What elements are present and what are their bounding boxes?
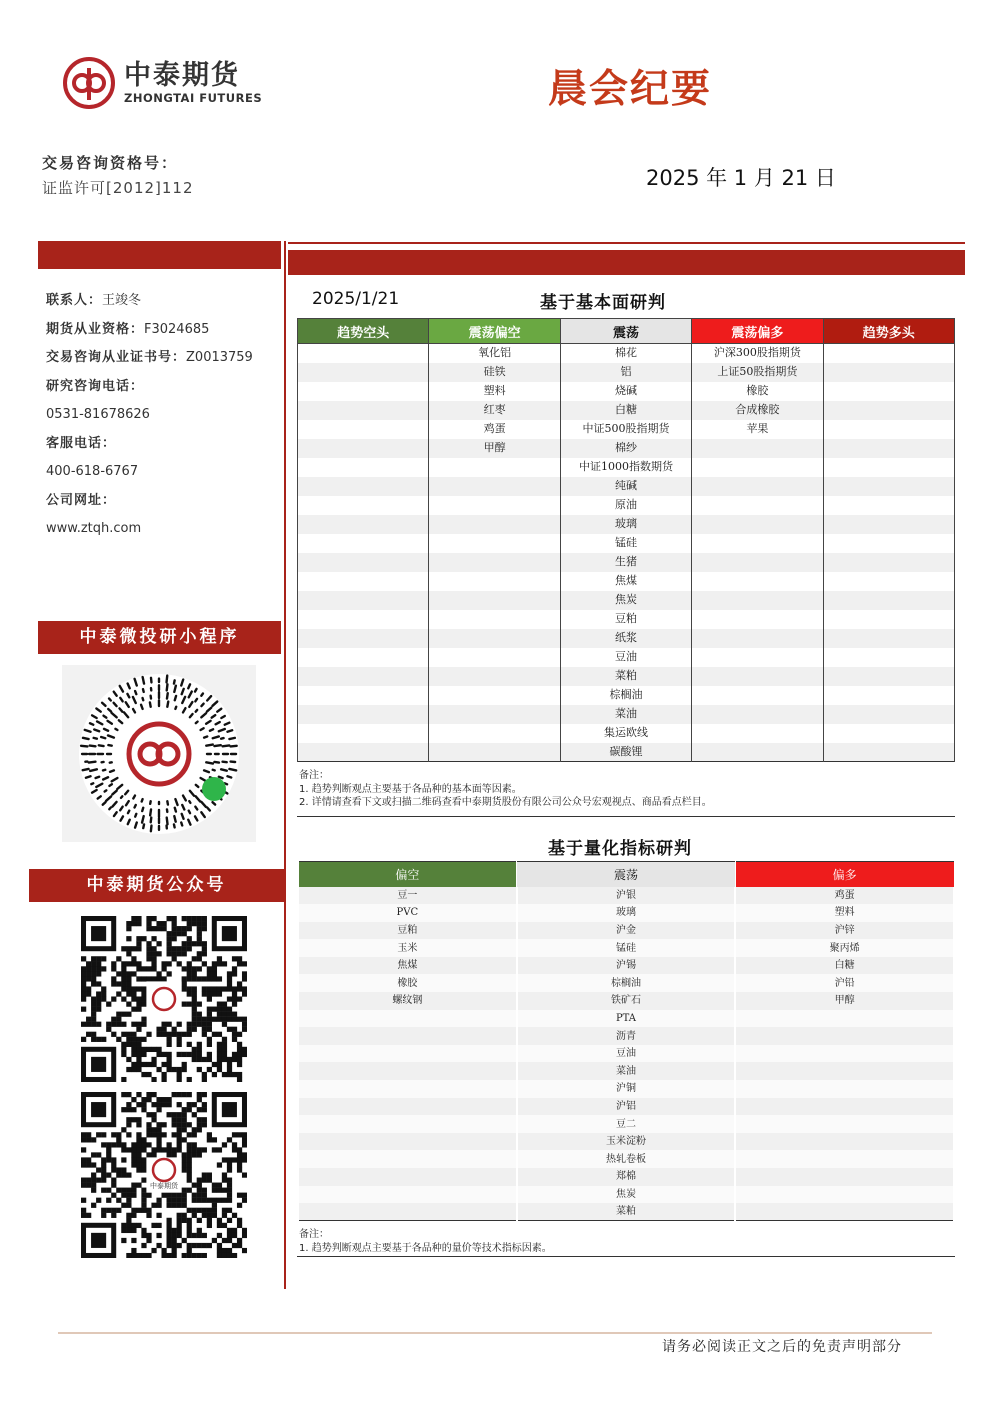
table-cell: 焦煤 (560, 572, 691, 591)
table-cell: 红枣 (429, 401, 560, 420)
table-cell: 豆粕 (298, 922, 517, 940)
disclaimer-text: 请务必阅读正文之后的免责声明部分 (662, 1339, 902, 1355)
mini-program-qr-code[interactable] (62, 665, 256, 842)
table-row (298, 439, 955, 458)
table-cell: 氧化铝 (429, 344, 560, 363)
table-row (298, 591, 955, 610)
contact-value: F3024685 (144, 321, 210, 337)
table-row (298, 382, 955, 401)
table-cell (298, 553, 429, 572)
table-cell: 棕榈油 (517, 974, 736, 992)
table-cell (735, 1133, 954, 1151)
main-header-bar (288, 250, 965, 275)
table-cell (735, 1045, 954, 1063)
table-row (298, 1115, 954, 1133)
table-cell: 豆二 (517, 1115, 736, 1133)
table-cell: PTA (517, 1010, 736, 1028)
fundamental-title: 基于基本面研判 (540, 293, 666, 313)
table-cell (823, 534, 954, 553)
table-cell (692, 458, 823, 477)
table-cell (692, 724, 823, 743)
mini-program-banner: 中泰微投研小程序 (38, 621, 281, 654)
table-cell (429, 705, 560, 724)
table-cell (298, 1027, 517, 1045)
table-cell: 铝 (560, 363, 691, 382)
table-cell (298, 743, 429, 762)
table-cell: 合成橡胶 (692, 401, 823, 420)
quant-title: 基于量化指标研判 (548, 839, 692, 859)
table-cell (298, 1045, 517, 1063)
table-row (298, 667, 955, 686)
table-row (298, 534, 955, 553)
quant-trend-table (297, 861, 955, 1221)
table-row (298, 743, 955, 762)
table-cell (823, 515, 954, 534)
table-row (298, 1080, 954, 1098)
table-cell (298, 401, 429, 420)
table-row (298, 1045, 954, 1063)
table-cell (298, 344, 429, 363)
header-neutral: 震荡 (517, 862, 736, 887)
table-cell (298, 1133, 517, 1151)
table-row (298, 1150, 954, 1168)
table-cell (692, 534, 823, 553)
footer-rule (58, 1332, 932, 1334)
table-cell (298, 648, 429, 667)
table-cell (735, 1150, 954, 1168)
divider (297, 1256, 955, 1257)
table-row (298, 477, 955, 496)
table-cell: 碳酸锂 (560, 743, 691, 762)
table-cell: 玻璃 (517, 904, 736, 922)
table-cell (298, 515, 429, 534)
table-cell (823, 667, 954, 686)
table-cell (735, 1168, 954, 1186)
contact-value: 王竣冬 (102, 293, 142, 308)
table-cell (298, 1080, 517, 1098)
table-row (298, 648, 955, 667)
contact-label: 公司网址： (46, 492, 117, 508)
table-cell (692, 477, 823, 496)
table-cell: 郑棉 (517, 1168, 736, 1186)
table-cell: 沥青 (517, 1027, 736, 1045)
note-line: 1. 趋势判断观点主要基于各品种的量价等技术指标因素。 (299, 1242, 552, 1254)
notes-title: 备注： (299, 1229, 329, 1240)
table-cell (823, 420, 954, 439)
table-row (298, 1186, 954, 1204)
table-cell (429, 553, 560, 572)
logo-english-name: ZHONGTAI FUTURES (124, 91, 263, 105)
table-cell: 玉米 (298, 939, 517, 957)
contact-label: 客服电话： (46, 435, 117, 451)
table-cell: 白糖 (735, 957, 954, 975)
table-cell (298, 382, 429, 401)
table-cell: 沪深300股指期货 (692, 344, 823, 363)
table-cell (692, 515, 823, 534)
table-row (298, 904, 954, 922)
wechat-account-banner: 中泰期货公众号 (29, 869, 284, 902)
table-cell: 橡胶 (692, 382, 823, 401)
table-cell (429, 515, 560, 534)
table-cell: 沪锌 (735, 922, 954, 940)
contact-row (46, 515, 253, 544)
table-cell: 纯碱 (560, 477, 691, 496)
table-cell (823, 705, 954, 724)
table-cell (298, 458, 429, 477)
table-cell (692, 686, 823, 705)
fundamental-date: 2025/1/21 (312, 289, 400, 309)
table-cell: 豆油 (517, 1045, 736, 1063)
table-cell (735, 1027, 954, 1045)
table-row (298, 1133, 954, 1151)
table-cell: 塑料 (735, 904, 954, 922)
table-cell (429, 534, 560, 553)
fundamental-notes (299, 769, 712, 810)
contact-label: 联系人： (46, 293, 103, 308)
table-row (298, 629, 955, 648)
table-cell (692, 572, 823, 591)
header-bear: 偏空 (298, 862, 517, 887)
table-cell: 螺纹钢 (298, 992, 517, 1010)
qualification-value: 证监许可[2012]112 (42, 179, 194, 197)
table-cell: 沪铝 (517, 1098, 736, 1116)
table-cell (298, 1168, 517, 1186)
table-cell (692, 648, 823, 667)
contact-row (46, 344, 253, 373)
table-cell (692, 743, 823, 762)
table-cell (298, 1010, 517, 1028)
qualification-label: 交易咨询资格号： (42, 154, 179, 172)
contact-row (46, 401, 253, 430)
table-cell (298, 477, 429, 496)
table-row (298, 572, 955, 591)
fundamental-trend-table (297, 318, 955, 762)
table-cell (429, 686, 560, 705)
table-cell (823, 363, 954, 382)
table-row (298, 724, 955, 743)
report-date: 2025 年 1 月 21 日 (646, 166, 836, 190)
table-row (298, 957, 954, 975)
wechat-qr-code-icon[interactable] (81, 916, 247, 1082)
contact-label: 交易咨询从业证书号： (46, 350, 187, 365)
table-cell: 菜油 (517, 1062, 736, 1080)
table-cell (823, 401, 954, 420)
table-cell (429, 743, 560, 762)
contact-info (46, 287, 253, 544)
table-cell (429, 477, 560, 496)
table-cell (692, 667, 823, 686)
table-cell: 原油 (560, 496, 691, 515)
table-cell: 白糖 (560, 401, 691, 420)
table-cell: 棉花 (560, 344, 691, 363)
table-cell (735, 1010, 954, 1028)
header-neutral: 震荡 (560, 319, 691, 344)
company-logo (62, 56, 262, 110)
table-cell: 菜粕 (560, 667, 691, 686)
table-cell: 锰硅 (517, 939, 736, 957)
contact-row (46, 316, 253, 345)
top-rule (288, 242, 965, 244)
table-cell (298, 705, 429, 724)
table-cell (429, 629, 560, 648)
table-row (298, 363, 955, 382)
table-cell (298, 534, 429, 553)
contact-value: 0531-81678626 (46, 407, 150, 422)
table-cell (298, 1115, 517, 1133)
table-row (298, 992, 954, 1010)
contact-value: Z0013759 (186, 350, 253, 365)
table-cell: 玻璃 (560, 515, 691, 534)
table-cell: 烧碱 (560, 382, 691, 401)
table-cell: 棉纱 (560, 439, 691, 458)
table-cell (735, 1062, 954, 1080)
table-cell (692, 591, 823, 610)
contact-row (46, 430, 253, 459)
table-cell: 焦炭 (517, 1186, 736, 1204)
table-cell (429, 572, 560, 591)
table-row (298, 553, 955, 572)
table-cell (429, 724, 560, 743)
table-cell: 沪铅 (735, 974, 954, 992)
table-cell (429, 667, 560, 686)
table-cell: 菜粕 (517, 1203, 736, 1221)
note-line: 1. 趋势判断观点主要基于各品种的基本面等因素。 (299, 783, 522, 795)
table-cell: 焦炭 (560, 591, 691, 610)
table-cell (823, 477, 954, 496)
table-cell: 豆一 (298, 887, 517, 905)
table-row (298, 1203, 954, 1221)
table-row (298, 1027, 954, 1045)
table-row (298, 922, 954, 940)
contact-label: 研究咨询电话： (46, 378, 145, 394)
table-row (298, 887, 954, 905)
table-row (298, 705, 955, 724)
table-cell (429, 458, 560, 477)
table-cell (298, 724, 429, 743)
table-cell: 橡胶 (298, 974, 517, 992)
table-row (298, 1010, 954, 1028)
table-row (298, 420, 955, 439)
table-row (298, 344, 955, 363)
table-cell: 热轧卷板 (517, 1150, 736, 1168)
table-cell (298, 591, 429, 610)
table-cell: 豆油 (560, 648, 691, 667)
table-cell: 生猪 (560, 553, 691, 572)
table-cell (823, 496, 954, 515)
table-cell (298, 1186, 517, 1204)
table-row (298, 1098, 954, 1116)
header-strong-bear: 趋势空头 (298, 319, 429, 344)
table-row (298, 939, 954, 957)
table-cell (298, 610, 429, 629)
table-cell: 甲醇 (429, 439, 560, 458)
contact-row (46, 287, 253, 316)
table-cell: 上证50股指期货 (692, 363, 823, 382)
table-cell: 棕榈油 (560, 686, 691, 705)
table-row (298, 974, 954, 992)
table-cell (823, 724, 954, 743)
table-cell: 中证1000指数期货 (560, 458, 691, 477)
table-cell (823, 382, 954, 401)
table-cell: 锰硅 (560, 534, 691, 553)
table-cell (735, 1115, 954, 1133)
table-cell: 焦煤 (298, 957, 517, 975)
table-row (298, 1062, 954, 1080)
table-cell: 甲醇 (735, 992, 954, 1010)
table-cell (692, 496, 823, 515)
table-cell (823, 610, 954, 629)
table-cell (823, 553, 954, 572)
zhongtai-logo-icon (62, 56, 116, 110)
table-cell: 沪金 (517, 922, 736, 940)
table-cell (298, 1098, 517, 1116)
table-row (298, 515, 955, 534)
table-row (298, 401, 955, 420)
table-cell (735, 1186, 954, 1204)
contact-row (46, 487, 253, 516)
table-cell (298, 1203, 517, 1221)
header-bull: 震荡偏多 (692, 319, 823, 344)
table-cell: 铁矿石 (517, 992, 736, 1010)
table-cell (298, 1150, 517, 1168)
table-cell: 苹果 (692, 420, 823, 439)
table-cell (692, 705, 823, 724)
table-cell: 玉米淀粉 (517, 1133, 736, 1151)
table-cell (692, 629, 823, 648)
column-divider (284, 241, 286, 1289)
table-cell: 中证500股指期货 (560, 420, 691, 439)
table-row (298, 496, 955, 515)
table-cell: 塑料 (429, 382, 560, 401)
contact-value[interactable]: www.ztqh.com (46, 521, 142, 536)
header-bear: 震荡偏空 (429, 319, 560, 344)
table-cell (429, 591, 560, 610)
notes-title: 备注： (299, 770, 329, 781)
table-cell: 沪银 (517, 887, 736, 905)
table-cell (429, 610, 560, 629)
table-cell: 集运欧线 (560, 724, 691, 743)
sidebar-header-bar (38, 241, 281, 269)
table-cell (298, 572, 429, 591)
table-cell (298, 420, 429, 439)
contact-label: 期货从业资格： (46, 321, 145, 337)
divider (297, 816, 955, 817)
table-cell (735, 1080, 954, 1098)
table-row (298, 1168, 954, 1186)
table-cell: 硅铁 (429, 363, 560, 382)
table-cell: 纸浆 (560, 629, 691, 648)
table-cell (298, 1062, 517, 1080)
contact-value: 400-618-6767 (46, 464, 139, 479)
table-cell (298, 667, 429, 686)
table-cell (823, 439, 954, 458)
table-row (298, 686, 955, 705)
table-cell: 沪铜 (517, 1080, 736, 1098)
table-cell (298, 629, 429, 648)
contact-row (46, 373, 253, 402)
table-cell (298, 496, 429, 515)
table-cell (692, 439, 823, 458)
table-cell (735, 1203, 954, 1221)
header-bull: 偏多 (735, 862, 954, 887)
table-cell (823, 648, 954, 667)
table-cell (823, 686, 954, 705)
report-title: 晨会纪要 (548, 66, 713, 112)
table-cell: 沪锡 (517, 957, 736, 975)
table-cell: 豆粕 (560, 610, 691, 629)
table-cell: 鸡蛋 (429, 420, 560, 439)
table-cell (823, 458, 954, 477)
mini-program-code-icon (74, 669, 244, 839)
note-line: 2. 详情请查看下文或扫描二维码查看中泰期货股份有限公司公众号宏观视点、商品看点栏目。 (299, 797, 712, 808)
table-cell (823, 344, 954, 363)
company-qr-code-icon[interactable] (81, 1092, 247, 1258)
qr-caption: 中泰期货 (150, 1182, 178, 1190)
table-cell (823, 629, 954, 648)
table-cell (823, 572, 954, 591)
table-cell (298, 686, 429, 705)
table-cell (823, 591, 954, 610)
table-cell (298, 363, 429, 382)
table-row (298, 610, 955, 629)
table-cell (429, 496, 560, 515)
table-cell: 菜油 (560, 705, 691, 724)
logo-chinese-name: 中泰期货 (124, 60, 240, 91)
table-cell (692, 553, 823, 572)
table-cell: 鸡蛋 (735, 887, 954, 905)
header-strong-bull: 趋势多头 (823, 319, 954, 344)
table-cell (823, 743, 954, 762)
table-row (298, 458, 955, 477)
table-cell: 聚丙烯 (735, 939, 954, 957)
table-cell (429, 648, 560, 667)
table-cell (692, 610, 823, 629)
table-cell (735, 1098, 954, 1116)
table-cell (298, 439, 429, 458)
table-cell: PVC (298, 904, 517, 922)
contact-row (46, 458, 253, 487)
quant-notes (299, 1228, 552, 1255)
